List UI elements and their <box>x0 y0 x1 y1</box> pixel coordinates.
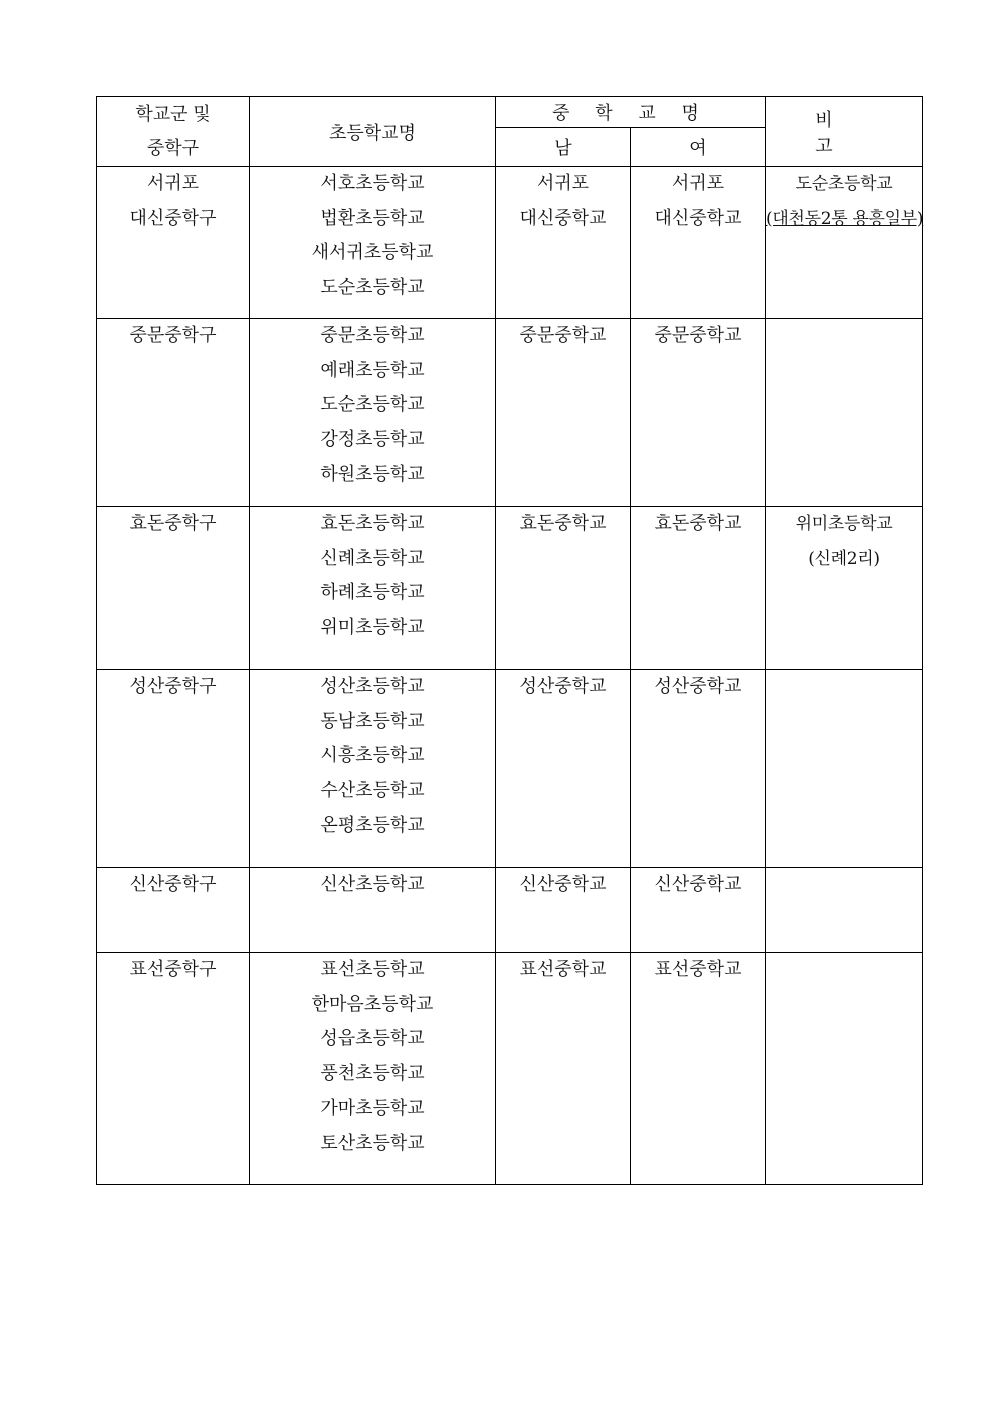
elementary-school: 토산초등학교 <box>320 1132 425 1154</box>
boys-school: 신산중학교 <box>519 874 607 895</box>
elementary-cell <box>250 953 496 1185</box>
elementary-school: 시흥초등학교 <box>320 745 425 767</box>
elementary-school: 강정초등학교 <box>320 429 425 451</box>
district-name: 표선중학구 <box>129 959 217 980</box>
remark-text: (대천동2통 용흥일부) <box>766 208 924 229</box>
boys-school: 중문중학교 <box>519 325 607 346</box>
header-elementary: 초등학교명 <box>250 97 496 167</box>
district-cell <box>97 507 250 670</box>
header-girls: 여 <box>631 128 766 167</box>
table-row <box>97 868 923 953</box>
girls-school: 성산중학교 <box>654 676 742 697</box>
remarks-cell <box>766 953 923 1185</box>
boys-school-cell <box>496 953 631 1185</box>
elementary-school: 중문초등학교 <box>320 325 425 346</box>
remarks-cell <box>766 167 923 319</box>
elementary-school: 서호초등학교 <box>320 173 425 194</box>
elementary-school: 한마음초등학교 <box>311 993 434 1015</box>
school-district-table <box>96 96 923 1185</box>
elementary-school: 수산초등학교 <box>320 780 425 802</box>
remarks-cell <box>766 868 923 953</box>
girls-school: 중문중학교 <box>654 325 742 346</box>
elementary-school: 성읍초등학교 <box>320 1028 425 1050</box>
boys-school-cell <box>496 868 631 953</box>
boys-school: 표선중학교 <box>519 959 607 980</box>
header-district-line1: 학교군 및 <box>135 103 211 125</box>
table-row <box>97 670 923 868</box>
district-cell <box>97 319 250 507</box>
boys-school-cell <box>496 507 631 670</box>
elementary-school: 하례초등학교 <box>320 582 425 604</box>
girls-school-cell <box>631 670 766 868</box>
table-row <box>97 953 923 1185</box>
elementary-school: 신례초등학교 <box>320 547 425 569</box>
boys-school: 대신중학교 <box>519 207 607 229</box>
elementary-school: 하원초등학교 <box>320 463 425 485</box>
district-name: 서귀포 <box>146 173 200 194</box>
elementary-school: 동남초등학교 <box>320 710 425 732</box>
table-row <box>97 507 923 670</box>
district-name: 효돈중학구 <box>129 513 217 534</box>
elementary-school: 위미초등학교 <box>320 617 425 639</box>
boys-school-cell <box>496 319 631 507</box>
boys-school: 성산중학교 <box>519 676 607 697</box>
district-name: 성산중학구 <box>129 676 217 697</box>
table-row <box>97 167 923 319</box>
district-cell <box>97 868 250 953</box>
district-name: 대신중학구 <box>129 207 217 229</box>
elementary-school: 법환초등학교 <box>320 207 425 229</box>
girls-school-cell <box>631 868 766 953</box>
girls-school: 서귀포 <box>671 173 725 194</box>
boys-school-cell <box>496 167 631 319</box>
district-cell <box>97 670 250 868</box>
girls-school: 신산중학교 <box>654 874 742 895</box>
table-row <box>97 319 923 507</box>
elementary-school: 풍천초등학교 <box>320 1063 425 1085</box>
remark-text: 도순초등학교 <box>795 174 893 194</box>
girls-school: 대신중학교 <box>654 207 742 229</box>
elementary-school: 온평초등학교 <box>320 814 425 836</box>
district-name: 신산중학구 <box>129 874 217 895</box>
elementary-school: 가마초등학교 <box>320 1097 425 1119</box>
district-name: 중문중학구 <box>129 325 217 346</box>
girls-school-cell <box>631 167 766 319</box>
girls-school: 효돈중학교 <box>654 513 742 534</box>
elementary-school: 도순초등학교 <box>320 394 425 416</box>
header-district-line2: 중학구 <box>146 137 200 159</box>
girls-school-cell <box>631 507 766 670</box>
remark-text: 위미초등학교 <box>795 514 893 534</box>
elementary-school: 표선초등학교 <box>320 959 425 980</box>
girls-school: 표선중학교 <box>654 959 742 980</box>
header-remarks: 비 고 <box>766 97 923 167</box>
boys-school-cell <box>496 670 631 868</box>
district-cell <box>97 167 250 319</box>
header-district <box>97 97 250 167</box>
elementary-school: 신산초등학교 <box>320 874 425 895</box>
elementary-cell <box>250 167 496 319</box>
girls-school-cell <box>631 319 766 507</box>
elementary-school: 예래초등학교 <box>320 359 425 381</box>
elementary-cell <box>250 868 496 953</box>
elementary-cell <box>250 319 496 507</box>
girls-school-cell <box>631 953 766 1185</box>
elementary-cell <box>250 507 496 670</box>
boys-school: 서귀포 <box>536 173 590 194</box>
header-middle-school: 중 학 교 명 <box>496 97 766 128</box>
remarks-cell <box>766 319 923 507</box>
elementary-school: 도순초등학교 <box>320 277 425 299</box>
elementary-school: 효돈초등학교 <box>320 513 425 534</box>
remark-text: (신례2리) <box>808 548 880 569</box>
remarks-cell <box>766 507 923 670</box>
district-cell <box>97 953 250 1185</box>
elementary-school: 성산초등학교 <box>320 676 425 697</box>
boys-school: 효돈중학교 <box>519 513 607 534</box>
header-boys: 남 <box>496 128 631 167</box>
elementary-cell <box>250 670 496 868</box>
remarks-cell <box>766 670 923 868</box>
elementary-school: 새서귀초등학교 <box>311 242 434 264</box>
